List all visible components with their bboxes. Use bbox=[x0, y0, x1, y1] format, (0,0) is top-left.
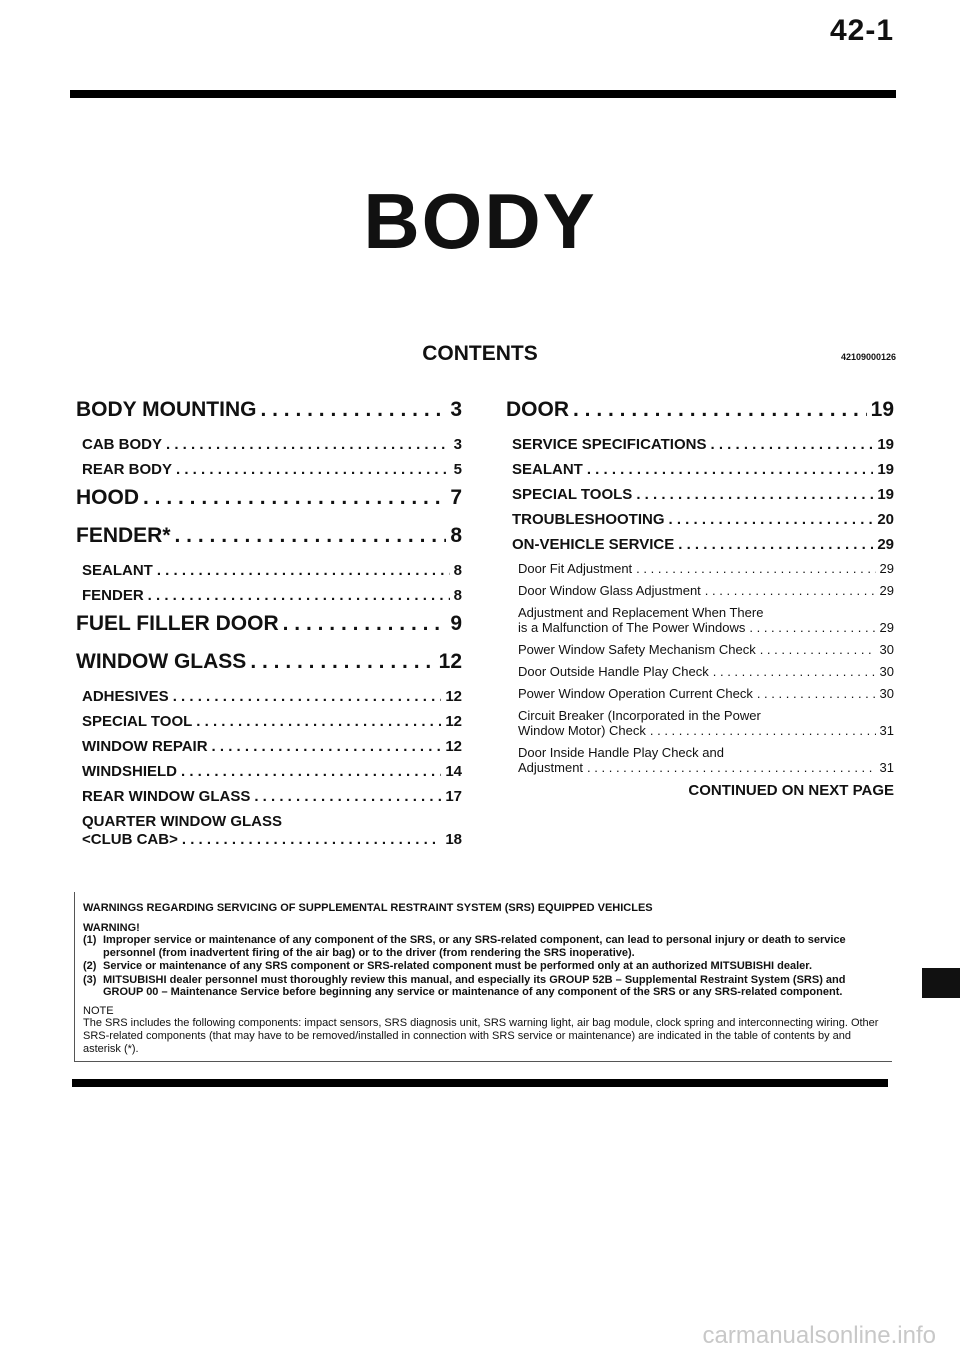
toc-entry-page: 29 bbox=[879, 561, 894, 576]
toc-right-column bbox=[506, 398, 894, 799]
toc-leader bbox=[749, 620, 875, 635]
toc-entry[interactable] bbox=[512, 536, 894, 553]
warning-title: WARNINGS REGARDING SERVICING OF SUPPLEMENTAL RESTRAINT SYSTEM (SRS) EQUIPPED VEHICLES bbox=[83, 902, 653, 914]
toc-leader bbox=[705, 583, 876, 598]
toc-entry-label: Adjustment and Replacement When There bbox=[518, 605, 764, 620]
toc-leader bbox=[678, 536, 873, 553]
toc-entry[interactable] bbox=[82, 713, 462, 730]
toc-entry[interactable] bbox=[76, 398, 462, 422]
page-title: BODY bbox=[363, 177, 597, 265]
toc-entry-label: Power Window Operation Current Check bbox=[518, 686, 753, 701]
toc-entry-page: 5 bbox=[453, 461, 462, 478]
toc-entry[interactable] bbox=[518, 561, 894, 576]
page-number: 42-1 bbox=[829, 14, 894, 47]
toc-entry-page: 3 bbox=[453, 436, 462, 453]
toc-entry-page: 29 bbox=[877, 536, 894, 553]
toc-entry[interactable] bbox=[518, 686, 894, 701]
toc-entry[interactable] bbox=[506, 398, 894, 422]
toc-entry-page: 31 bbox=[879, 760, 894, 775]
toc-entry-page: 12 bbox=[445, 713, 462, 730]
toc-leader bbox=[650, 723, 876, 738]
toc-entry[interactable] bbox=[82, 813, 462, 849]
section-tab-marker bbox=[922, 968, 960, 998]
warning-item bbox=[83, 974, 884, 999]
toc-entry[interactable] bbox=[82, 788, 462, 805]
bottom-rule bbox=[72, 1079, 888, 1087]
toc-leader bbox=[196, 713, 441, 730]
toc-leader bbox=[757, 686, 876, 701]
toc-leader bbox=[143, 486, 446, 510]
toc-entry-label: BODY MOUNTING bbox=[76, 398, 257, 421]
toc-leader bbox=[713, 664, 876, 679]
toc-entry-label-cont: Window Motor) Check bbox=[518, 723, 646, 738]
toc-entry-label: SERVICE SPECIFICATIONS bbox=[512, 436, 707, 453]
toc-entry-page: 3 bbox=[450, 398, 462, 421]
toc-leader bbox=[587, 461, 873, 478]
toc-entry-label: REAR WINDOW GLASS bbox=[82, 788, 251, 805]
toc-entry-label: CAB BODY bbox=[82, 436, 163, 453]
toc-leader bbox=[157, 562, 450, 579]
warning-item-number: (2) bbox=[83, 960, 97, 972]
toc-entry-label: REAR BODY bbox=[82, 461, 173, 478]
top-rule bbox=[70, 90, 896, 98]
toc-leader bbox=[760, 642, 876, 657]
toc-entry-label: Door Inside Handle Play Check and bbox=[518, 745, 724, 760]
toc-entry-page: 19 bbox=[877, 461, 894, 478]
toc-entry-label-cont: <CLUB CAB> bbox=[82, 831, 178, 848]
toc-leader bbox=[166, 436, 450, 453]
toc-leader bbox=[587, 760, 875, 775]
toc-leader bbox=[669, 511, 874, 528]
toc-entry[interactable] bbox=[82, 436, 462, 453]
note-text: The SRS includes the following components: impact sensors, SRS diagnosis unit, SRS warning light, air bag module, clock spring and interconnecting wiring. Other SRS-related components (that may have to be removed/installed in connection with SRS service or maintenance) are indicated in the table of contents by and asterisk (*). bbox=[83, 1016, 879, 1055]
continued-notice: CONTINUED ON NEXT PAGE bbox=[688, 782, 894, 799]
warning-item bbox=[83, 960, 884, 973]
warning-item-text: Improper service or maintenance of any component of the SRS, or any SRS-related component, can lead to personal injury or death to service personnel (from inadvertent firing of the air bag) or to the driver (from rendering the SRS inoperative). bbox=[103, 934, 846, 959]
toc-entry-page: 19 bbox=[877, 436, 894, 453]
toc-leader bbox=[260, 398, 446, 422]
toc-entry-label: Power Window Safety Mechanism Check bbox=[518, 642, 756, 657]
toc-entry-label: SPECIAL TOOL bbox=[82, 713, 193, 730]
toc-entry[interactable] bbox=[82, 738, 462, 755]
toc-entry[interactable] bbox=[512, 511, 894, 528]
toc-entry-label: QUARTER WINDOW GLASS bbox=[82, 813, 282, 830]
toc-entry-label: HOOD bbox=[76, 486, 139, 509]
toc-entry-label: SEALANT bbox=[82, 562, 153, 579]
toc-entry-page: 30 bbox=[879, 642, 894, 657]
toc-entry[interactable] bbox=[518, 642, 894, 657]
toc-entry-page: 20 bbox=[877, 511, 894, 528]
toc-entry-label: Door Outside Handle Play Check bbox=[518, 664, 709, 679]
toc-leader bbox=[173, 688, 442, 705]
watermark: carmanualsonline.info bbox=[702, 1322, 936, 1349]
toc-entry-page: 12 bbox=[445, 738, 462, 755]
toc-entry-label-cont: Adjustment bbox=[518, 760, 584, 775]
toc-left-column bbox=[76, 398, 462, 857]
toc-entry-page: 12 bbox=[445, 688, 462, 705]
toc-leader bbox=[283, 612, 447, 636]
toc-entry-page: 17 bbox=[445, 788, 462, 805]
toc-leader bbox=[250, 650, 434, 674]
srs-warning-box bbox=[74, 892, 892, 1062]
toc-entry[interactable] bbox=[82, 461, 462, 478]
toc-entry[interactable] bbox=[518, 664, 894, 679]
toc-leader bbox=[212, 738, 442, 755]
toc-leader bbox=[148, 587, 450, 604]
toc-entry-label: Door Window Glass Adjustment bbox=[518, 583, 701, 598]
toc-entry[interactable] bbox=[518, 708, 894, 738]
toc-entry[interactable] bbox=[76, 524, 462, 548]
warning-item-text: MITSUBISHI dealer personnel must thoroughly review this manual, and especially its GROUP 52B – Supplemental Restraint System (SRS) and GROUP 00 – Maintenance Service before beginning any service or maintenance of any component of the SRS or any SRS-related component. bbox=[103, 973, 846, 998]
toc-entry[interactable] bbox=[518, 583, 894, 598]
toc-entry-page: 8 bbox=[450, 524, 462, 547]
toc-entry[interactable] bbox=[82, 587, 462, 604]
toc-entry-label-cont: is a Malfunction of The Power Windows bbox=[518, 620, 746, 635]
toc-entry[interactable] bbox=[76, 486, 462, 510]
warning-label: WARNING! bbox=[83, 922, 140, 934]
toc-entry-page: 9 bbox=[450, 612, 462, 635]
note-heading: NOTE bbox=[83, 1004, 114, 1017]
toc-entry-page: 7 bbox=[450, 486, 462, 509]
toc-entry[interactable] bbox=[82, 688, 462, 705]
warning-list bbox=[83, 934, 884, 999]
warning-item-text: Service or maintenance of any SRS component or SRS-related component must be performed only at an authorized MITSUBISHI dealer. bbox=[103, 960, 813, 972]
toc-entry-label: ADHESIVES bbox=[82, 688, 169, 705]
toc-entry-label: WINDSHIELD bbox=[82, 763, 177, 780]
toc-leader bbox=[182, 831, 441, 849]
contents-heading: CONTENTS bbox=[422, 342, 538, 365]
toc-entry-page: 18 bbox=[445, 831, 462, 848]
toc-entry-page: 12 bbox=[438, 650, 462, 673]
toc-entry[interactable] bbox=[512, 436, 894, 453]
toc-entry-label: FENDER* bbox=[76, 524, 171, 547]
toc-entry-page: 30 bbox=[879, 664, 894, 679]
toc-entry-label: WINDOW GLASS bbox=[76, 650, 247, 673]
toc-entry-label: FUEL FILLER DOOR bbox=[76, 612, 279, 635]
toc-entry-page: 14 bbox=[445, 763, 462, 780]
toc-entry-page: 29 bbox=[879, 583, 894, 598]
toc-entry-label: ON-VEHICLE SERVICE bbox=[512, 536, 675, 553]
toc-entry[interactable] bbox=[76, 612, 462, 636]
toc-entry[interactable] bbox=[512, 486, 894, 503]
toc-entry[interactable] bbox=[518, 745, 894, 775]
warning-item bbox=[83, 934, 884, 959]
toc-leader bbox=[710, 436, 873, 453]
warning-item-number: (3) bbox=[83, 973, 97, 986]
toc-leader bbox=[254, 788, 441, 805]
toc-entry-page: 8 bbox=[453, 587, 462, 604]
toc-entry-label: Door Fit Adjustment bbox=[518, 561, 633, 576]
toc-entry-label: TROUBLESHOOTING bbox=[512, 511, 665, 528]
toc-entry-page: 29 bbox=[879, 620, 894, 635]
toc-entry-page: 19 bbox=[870, 398, 894, 421]
toc-entry[interactable] bbox=[518, 605, 894, 635]
toc-leader bbox=[573, 398, 867, 422]
toc-entry[interactable] bbox=[76, 650, 462, 674]
toc-entry-page: 31 bbox=[879, 723, 894, 738]
toc-entry[interactable] bbox=[82, 562, 462, 579]
toc-leader bbox=[181, 763, 441, 780]
toc-leader bbox=[175, 524, 447, 548]
toc-entry-label: Circuit Breaker (Incorporated in the Power bbox=[518, 708, 761, 723]
toc-entry-label: SEALANT bbox=[512, 461, 583, 478]
toc-entry[interactable] bbox=[512, 461, 894, 478]
toc-entry-label: FENDER bbox=[82, 587, 144, 604]
toc-entry-page: 30 bbox=[879, 686, 894, 701]
toc-entry-page: 19 bbox=[877, 486, 894, 503]
toc-entry[interactable] bbox=[82, 763, 462, 780]
toc-entry-label: SPECIAL TOOLS bbox=[512, 486, 633, 503]
toc-leader bbox=[176, 461, 450, 478]
toc-entry-label: DOOR bbox=[506, 398, 569, 421]
toc-leader bbox=[636, 561, 875, 576]
document-code: 42109000126 bbox=[840, 352, 896, 362]
toc-entry-label: WINDOW REPAIR bbox=[82, 738, 208, 755]
toc-leader bbox=[636, 486, 873, 503]
toc-entry-page: 8 bbox=[453, 562, 462, 579]
warning-item-number: (1) bbox=[83, 934, 97, 946]
